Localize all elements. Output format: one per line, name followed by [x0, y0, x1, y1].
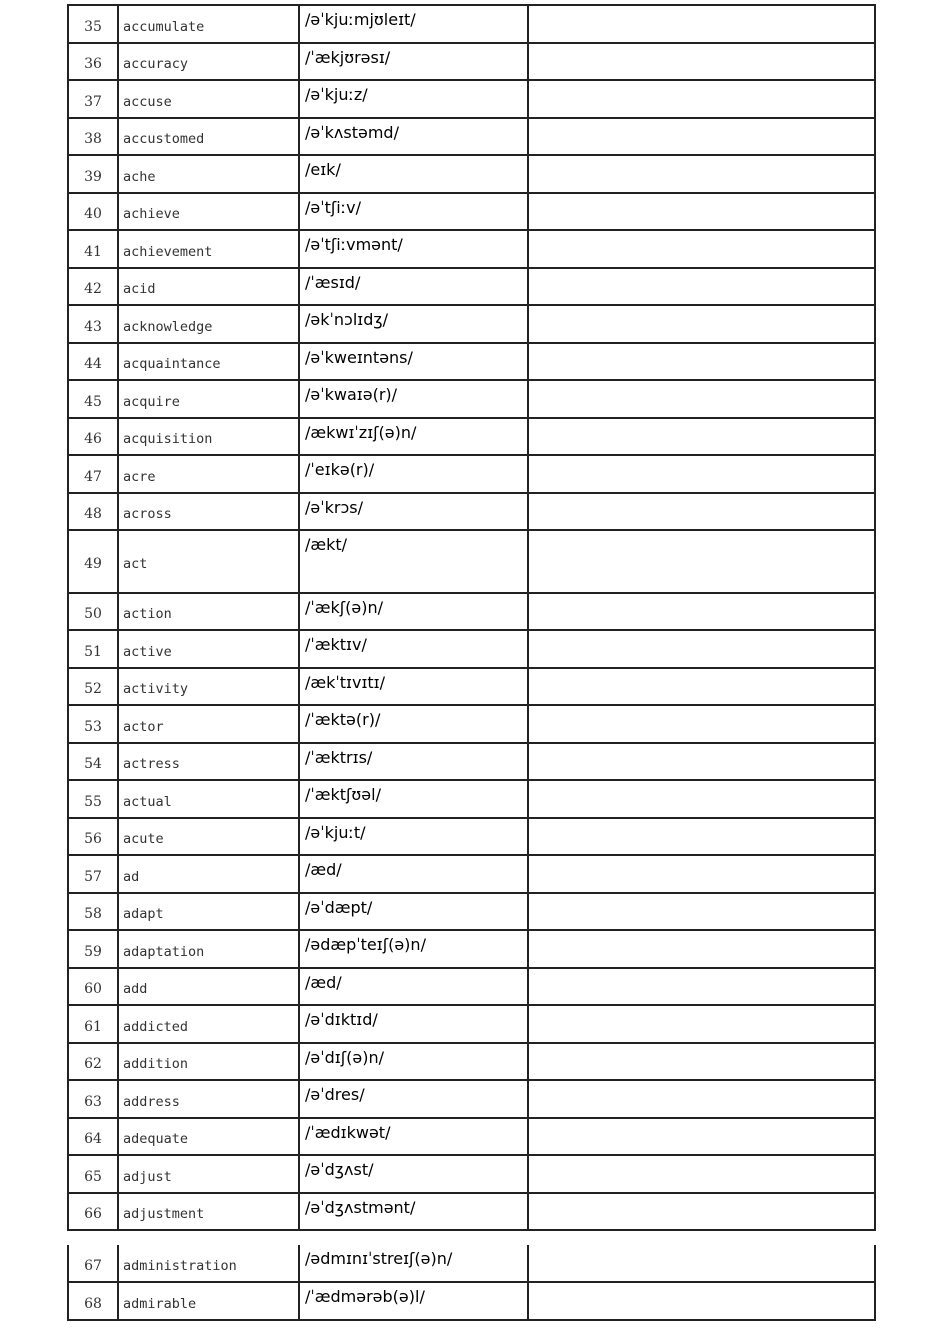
- entry-pronunciation: /əˈkjuːz/: [299, 80, 528, 118]
- vocab-row: [68, 530, 875, 593]
- entry-number: 53: [68, 705, 118, 743]
- entry-pronunciation: /əˈkweɪntəns/: [299, 343, 528, 381]
- entry-note: [528, 80, 875, 118]
- entry-pronunciation: /ˈækjʊrəsɪ/: [299, 43, 528, 81]
- entry-note: [528, 455, 875, 493]
- entry-pronunciation: /ækˈtɪvɪtɪ/: [299, 668, 528, 706]
- vocab-row: [68, 1245, 875, 1282]
- vocab-row: [68, 705, 875, 743]
- entry-number: 62: [68, 1043, 118, 1081]
- entry-number: 65: [68, 1155, 118, 1193]
- entry-number: 38: [68, 118, 118, 156]
- entry-number: 58: [68, 893, 118, 931]
- entry-number: 61: [68, 1005, 118, 1043]
- entry-pronunciation: /əˈkʌstəmd/: [299, 118, 528, 156]
- entry-number: 37: [68, 80, 118, 118]
- entry-note: [528, 193, 875, 231]
- vocabulary-table-top: [67, 4, 876, 1231]
- entry-pronunciation: /əˈdres/: [299, 1080, 528, 1118]
- entry-number: 56: [68, 818, 118, 856]
- entry-note: [528, 630, 875, 668]
- entry-pronunciation: /əˈkjuːmjʊleɪt/: [299, 5, 528, 43]
- entry-number: 57: [68, 855, 118, 893]
- entry-pronunciation: /ədmɪnɪˈstreɪʃ(ə)n/: [299, 1245, 528, 1282]
- entry-pronunciation: /ˈæsɪd/: [299, 268, 528, 306]
- entry-note: [528, 230, 875, 268]
- entry-word: addition: [118, 1043, 299, 1081]
- entry-pronunciation: /əˈdʒʌstmənt/: [299, 1193, 528, 1231]
- entry-word: accuse: [118, 80, 299, 118]
- entry-pronunciation: /ˈæktɪv/: [299, 630, 528, 668]
- entry-word: activity: [118, 668, 299, 706]
- entry-number: 36: [68, 43, 118, 81]
- entry-word: adapt: [118, 893, 299, 931]
- entry-pronunciation: /ˈeɪkə(r)/: [299, 455, 528, 493]
- entry-word: administration: [118, 1245, 299, 1282]
- entry-number: 59: [68, 930, 118, 968]
- entry-number: 64: [68, 1118, 118, 1156]
- entry-pronunciation: /ækwɪˈzɪʃ(ə)n/: [299, 418, 528, 456]
- entry-word: across: [118, 493, 299, 531]
- entry-word: actor: [118, 705, 299, 743]
- entry-word: ad: [118, 855, 299, 893]
- entry-word: actress: [118, 743, 299, 781]
- entry-note: [528, 305, 875, 343]
- entry-word: active: [118, 630, 299, 668]
- entry-note: [528, 855, 875, 893]
- entry-number: 50: [68, 593, 118, 631]
- entry-number: 35: [68, 5, 118, 43]
- entry-pronunciation: /ədæpˈteɪʃ(ə)n/: [299, 930, 528, 968]
- entry-number: 43: [68, 305, 118, 343]
- entry-pronunciation: /ˈæktə(r)/: [299, 705, 528, 743]
- entry-word: accuracy: [118, 43, 299, 81]
- vocab-row: [68, 418, 875, 456]
- entry-note: [528, 380, 875, 418]
- entry-word: addicted: [118, 1005, 299, 1043]
- entry-pronunciation: /əˈkwaɪə(r)/: [299, 380, 528, 418]
- entry-pronunciation: /ˈædɪkwət/: [299, 1118, 528, 1156]
- entry-word: adjustment: [118, 1193, 299, 1231]
- entry-pronunciation: /əˈdɪʃ(ə)n/: [299, 1043, 528, 1081]
- vocab-row: [68, 630, 875, 668]
- vocab-row: [68, 855, 875, 893]
- entry-number: 48: [68, 493, 118, 531]
- vocab-row: [68, 668, 875, 706]
- entry-number: 40: [68, 193, 118, 231]
- vocab-row: [68, 455, 875, 493]
- entry-pronunciation: /ækt/: [299, 530, 528, 593]
- entry-note: [528, 668, 875, 706]
- entry-note: [528, 1005, 875, 1043]
- entry-note: [528, 5, 875, 43]
- vocab-row: [68, 380, 875, 418]
- vocab-row: [68, 43, 875, 81]
- entry-word: actual: [118, 780, 299, 818]
- entry-word: acre: [118, 455, 299, 493]
- entry-word: action: [118, 593, 299, 631]
- entry-pronunciation: /əkˈnɔlɪdʒ/: [299, 305, 528, 343]
- entry-word: acquisition: [118, 418, 299, 456]
- entry-note: [528, 43, 875, 81]
- entry-pronunciation: /əˈkrɔs/: [299, 493, 528, 531]
- entry-word: acquaintance: [118, 343, 299, 381]
- entry-note: [528, 268, 875, 306]
- entry-pronunciation: /æd/: [299, 968, 528, 1006]
- vocab-row: [68, 493, 875, 531]
- entry-number: 49: [68, 530, 118, 593]
- entry-number: 52: [68, 668, 118, 706]
- entry-note: [528, 118, 875, 156]
- entry-word: admirable: [118, 1282, 299, 1320]
- vocab-row: [68, 343, 875, 381]
- entry-number: 45: [68, 380, 118, 418]
- vocab-row: [68, 1155, 875, 1193]
- entry-note: [528, 1043, 875, 1081]
- entry-word: acid: [118, 268, 299, 306]
- vocab-row: [68, 193, 875, 231]
- entry-number: 63: [68, 1080, 118, 1118]
- vocab-row: [68, 1005, 875, 1043]
- entry-note: [528, 418, 875, 456]
- entry-note: [528, 780, 875, 818]
- entry-word: acknowledge: [118, 305, 299, 343]
- entry-number: 51: [68, 630, 118, 668]
- entry-word: add: [118, 968, 299, 1006]
- vocab-row: [68, 268, 875, 306]
- entry-number: 68: [68, 1282, 118, 1320]
- vocab-row: [68, 593, 875, 631]
- entry-word: acute: [118, 818, 299, 856]
- entry-number: 66: [68, 1193, 118, 1231]
- vocab-row: [68, 1282, 875, 1320]
- vocab-row: [68, 968, 875, 1006]
- vocab-row: [68, 1080, 875, 1118]
- entry-word: adaptation: [118, 930, 299, 968]
- entry-note: [528, 1080, 875, 1118]
- entry-pronunciation: /əˈdʒʌst/: [299, 1155, 528, 1193]
- entry-note: [528, 493, 875, 531]
- entry-word: address: [118, 1080, 299, 1118]
- entry-note: [528, 1282, 875, 1320]
- entry-number: 39: [68, 155, 118, 193]
- entry-word: adjust: [118, 1155, 299, 1193]
- vocab-row: [68, 118, 875, 156]
- entry-number: 41: [68, 230, 118, 268]
- entry-word: achieve: [118, 193, 299, 231]
- vocab-row: [68, 5, 875, 43]
- entry-note: [528, 893, 875, 931]
- entry-number: 60: [68, 968, 118, 1006]
- entry-pronunciation: /əˈdæpt/: [299, 893, 528, 931]
- entry-pronunciation: /əˈkjuːt/: [299, 818, 528, 856]
- entry-word: accustomed: [118, 118, 299, 156]
- entry-number: 46: [68, 418, 118, 456]
- vocab-row: [68, 818, 875, 856]
- entry-number: 55: [68, 780, 118, 818]
- vocab-row: [68, 155, 875, 193]
- entry-pronunciation: /ˈæktrɪs/: [299, 743, 528, 781]
- entry-note: [528, 743, 875, 781]
- vocab-row: [68, 930, 875, 968]
- entry-note: [528, 818, 875, 856]
- vocab-row: [68, 893, 875, 931]
- entry-note: [528, 1118, 875, 1156]
- entry-note: [528, 930, 875, 968]
- vocab-row: [68, 305, 875, 343]
- entry-pronunciation: /əˈtʃiːvmənt/: [299, 230, 528, 268]
- entry-note: [528, 705, 875, 743]
- entry-note: [528, 968, 875, 1006]
- entry-pronunciation: /ˈækʃ(ə)n/: [299, 593, 528, 631]
- entry-note: [528, 155, 875, 193]
- entry-pronunciation: /æd/: [299, 855, 528, 893]
- entry-pronunciation: /əˈdɪktɪd/: [299, 1005, 528, 1043]
- entry-note: [528, 1245, 875, 1282]
- entry-pronunciation: /ˈæktʃʊəl/: [299, 780, 528, 818]
- entry-number: 67: [68, 1245, 118, 1282]
- entry-number: 44: [68, 343, 118, 381]
- vocab-row: [68, 230, 875, 268]
- vocab-row: [68, 1193, 875, 1231]
- vocab-row: [68, 80, 875, 118]
- entry-note: [528, 1193, 875, 1231]
- entry-word: act: [118, 530, 299, 593]
- entry-number: 54: [68, 743, 118, 781]
- entry-pronunciation: /əˈtʃiːv/: [299, 193, 528, 231]
- entry-number: 42: [68, 268, 118, 306]
- entry-word: ache: [118, 155, 299, 193]
- entry-number: 47: [68, 455, 118, 493]
- entry-note: [528, 530, 875, 593]
- vocab-row: [68, 1043, 875, 1081]
- entry-pronunciation: /ˈædmərəb(ə)l/: [299, 1282, 528, 1320]
- vocab-row: [68, 743, 875, 781]
- entry-word: achievement: [118, 230, 299, 268]
- entry-word: adequate: [118, 1118, 299, 1156]
- entry-word: accumulate: [118, 5, 299, 43]
- entry-word: acquire: [118, 380, 299, 418]
- entry-note: [528, 1155, 875, 1193]
- entry-note: [528, 343, 875, 381]
- entry-pronunciation: /eɪk/: [299, 155, 528, 193]
- vocab-row: [68, 1118, 875, 1156]
- vocabulary-table-bottom: [67, 1245, 876, 1321]
- entry-note: [528, 593, 875, 631]
- vocab-row: [68, 780, 875, 818]
